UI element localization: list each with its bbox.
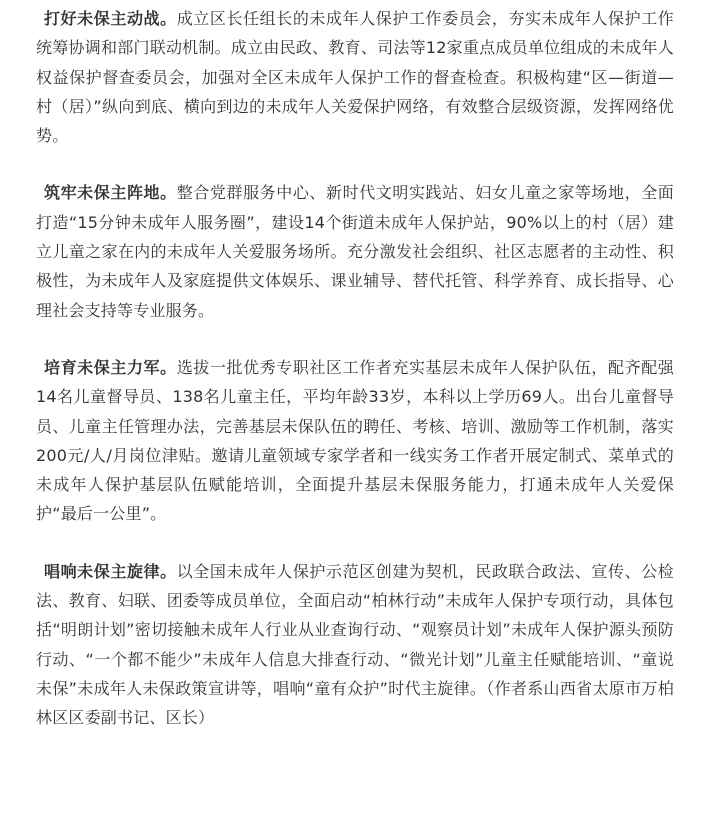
paragraph-body: 以全国未成年人保护示范区创建为契机，民政联合政法、宣传、公检法、教育、妇联、团委等成员单位，全面启动“柏林行动”未成年人保护专项行动，具体包括“明朗计划”密切接触未成年人行业从业查询行动、“观察员计划”未成年人保护源头预防行动、“一个都不能少”未成年人信息大排查行动、“微光计划”儿童主任赋能培训、“童说未保”未成年人未保政策宣讲等，唱响“童有众护”时代主旋律。（作者系山西省太原市万柏林区区委副书记、区长） (36, 561, 674, 728)
paragraph-1 (36, 4, 674, 150)
paragraph-4 (36, 557, 674, 733)
paragraph-3 (36, 353, 674, 529)
paragraph-body: 整合党群服务中心、新时代文明实践站、妇女儿童之家等场地，全面打造“15分钟未成年人服务圈”，建设14个街道未成年人保护站，90%以上的村（居）建立儿童之家在内的未成年人关爱服务场所。充分激发社会组织、社区志愿者的主动性、积极性，为未成年人及家庭提供文体娱乐、课业辅导、替代托管、科学养育、成长指导、心理社会支持等专业服务。 (36, 183, 674, 320)
paragraph-body: 成立区长任组长的未成年人保护工作委员会，夯实未成年人保护工作统筹协调和部门联动机制。成立由民政、教育、司法等12家重点成员单位组成的未成年人权益保护督查委员会，加强对全区未成年人保护工作的督查检查。积极构建“区—街道—村（居）”纵向到底、横向到边的未成年人关爱保护网络，有效整合层级资源，发挥网络优势。 (36, 9, 674, 146)
paragraph-heading: 打好未保主动战。 (44, 9, 177, 28)
paragraph-heading: 唱响未保主旋律。 (44, 561, 177, 581)
paragraph-2 (36, 178, 674, 324)
paragraph-heading: 培育未保主力军。 (44, 357, 177, 377)
paragraph-heading: 筑牢未保主阵地。 (44, 183, 177, 203)
paragraph-body: 选拔一批优秀专职社区工作者充实基层未成年人保护队伍，配齐配强14名儿童督导员、138名儿童主任，平均年龄33岁，本科以上学历69人。出台儿童督导员、儿童主任管理办法，完善基层未保队伍的聘任、考核、培训、激励等工作机制，落实200元/人/月岗位津贴。邀请儿童领域专家学者和一线实务工作者开展定制式、菜单式的未成年人保护基层队伍赋能培训，全面提升基层未保服务能力，打通未成年人关爱保护“最后一公里”。 (36, 357, 674, 524)
